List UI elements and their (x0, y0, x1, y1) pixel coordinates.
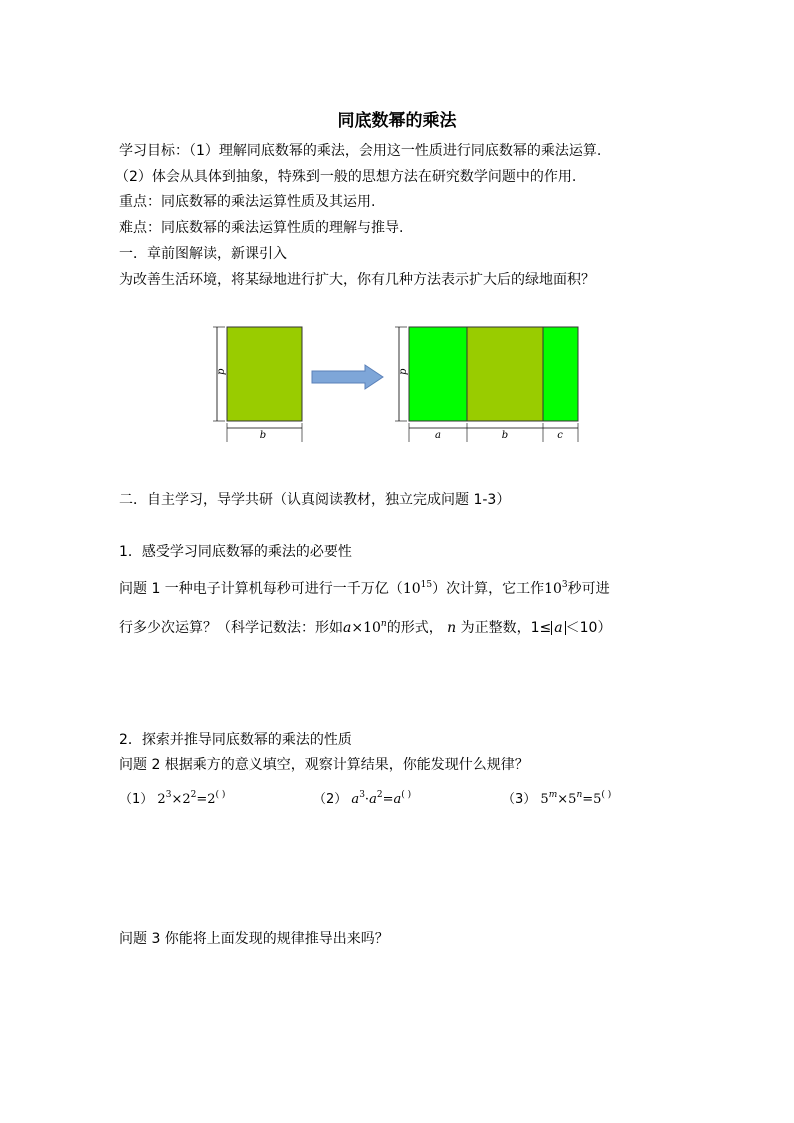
exercise-number: （3） (502, 792, 537, 807)
base: a (369, 792, 377, 807)
part-2-heading: 2．探索并推导同底数幂的乘法的性质 (119, 732, 352, 748)
question-1-line-1 (119, 575, 610, 599)
question-3: 问题 3 你能将上面发现的规律推导出来吗？ (119, 931, 389, 947)
var-a: a (343, 620, 352, 636)
base: 2 (157, 792, 166, 807)
base: a (393, 792, 402, 807)
operator: · (364, 792, 370, 807)
original-green-area (227, 327, 302, 421)
original-area-b (467, 327, 543, 421)
part-1-heading: 1．感受学习同底数幂的乘法的必要性 (119, 544, 352, 560)
answer-blank[interactable]: ( ) (215, 790, 226, 800)
base: 5 (568, 792, 577, 807)
left-side-label: p (216, 368, 227, 375)
exercise-number: （1） (119, 792, 154, 807)
question-1-line-2 (119, 614, 611, 638)
q1-text: 秒可进 (567, 581, 610, 597)
base: 5 (593, 792, 602, 807)
base: 5 (540, 792, 549, 807)
exercise-2 (313, 788, 411, 807)
q1-text: ）次计算，它工作 (432, 581, 545, 597)
q1-text: 为正整数，1≤ (460, 620, 552, 636)
base: 2 (182, 792, 191, 807)
right-arrow-icon (312, 365, 383, 389)
equals: = (582, 792, 594, 807)
equals: = (382, 792, 394, 807)
exercise-3 (502, 788, 611, 807)
var-n: n (447, 620, 457, 636)
answer-blank[interactable]: ( ) (601, 790, 612, 800)
q1-exponent: 15 (420, 580, 433, 590)
bottom-label-a: a (435, 430, 441, 441)
exponent: 3 (165, 790, 172, 800)
equals: = (196, 792, 208, 807)
base: 2 (207, 792, 216, 807)
difficult-point: 难点：同底数幂的乘法运算性质的理解与推导. (119, 220, 404, 236)
exercise-1 (119, 788, 225, 807)
exponent-n: n (380, 619, 387, 629)
bottom-label-c: c (557, 430, 563, 441)
question-2: 问题 2 根据乘方的意义填空，观察计算结果，你能发现什么规律？ (119, 757, 529, 773)
exponent: 3 (359, 790, 365, 800)
section-1-heading: 一．章前图解读，新课引入 (119, 246, 287, 262)
bottom-label-b: b (501, 430, 509, 441)
page-title: 同底数幂的乘法 (337, 111, 457, 131)
abs-a: a (551, 621, 565, 635)
section-2-heading: 二．自主学习，导学共研（认真阅读教材，独立完成问题 1-3） (119, 492, 511, 508)
section-1-prompt: 为改善生活环境，将某绿地进行扩大，你有几种方法表示扩大后的绿地面积？ (119, 272, 595, 288)
times-ten: ×10 (351, 620, 381, 636)
q1-text: ＜10） (565, 620, 612, 636)
exercise-number: （2） (313, 792, 348, 807)
q1-exponent: 3 (561, 580, 568, 590)
q1-base: 10 (402, 581, 421, 597)
exponent: n (576, 790, 583, 800)
right-side-label: p (398, 368, 409, 375)
key-point: 重点：同底数幂的乘法运算性质及其运用. (119, 194, 376, 210)
green-area-figure (205, 318, 590, 442)
learning-goal-1: 学习目标：（1）理解同底数幂的乘法，会用这一性质进行同底数幂的乘法运算. (119, 143, 602, 159)
q1-text: 行多少次运算？（科学记数法：形如 (119, 620, 343, 636)
operator: × (171, 792, 183, 807)
exponent: 2 (376, 790, 383, 800)
added-area-a (409, 327, 467, 421)
exponent: 2 (190, 790, 197, 800)
added-area-c (543, 327, 578, 421)
answer-blank[interactable]: ( ) (401, 790, 412, 800)
exponent: m (548, 790, 558, 800)
q1-base: 10 (544, 581, 562, 597)
base: a (351, 792, 360, 807)
learning-goal-2: （2）体会从具体到抽象，特殊到一般的思想方法在研究数学问题中的作用. (115, 169, 577, 185)
q1-text: 问题 1 一种电子计算机每秒可进行一千万亿（ (119, 581, 403, 597)
operator: × (557, 792, 569, 807)
left-bottom-label: b (259, 430, 267, 441)
q1-text: 的形式， (386, 620, 443, 636)
